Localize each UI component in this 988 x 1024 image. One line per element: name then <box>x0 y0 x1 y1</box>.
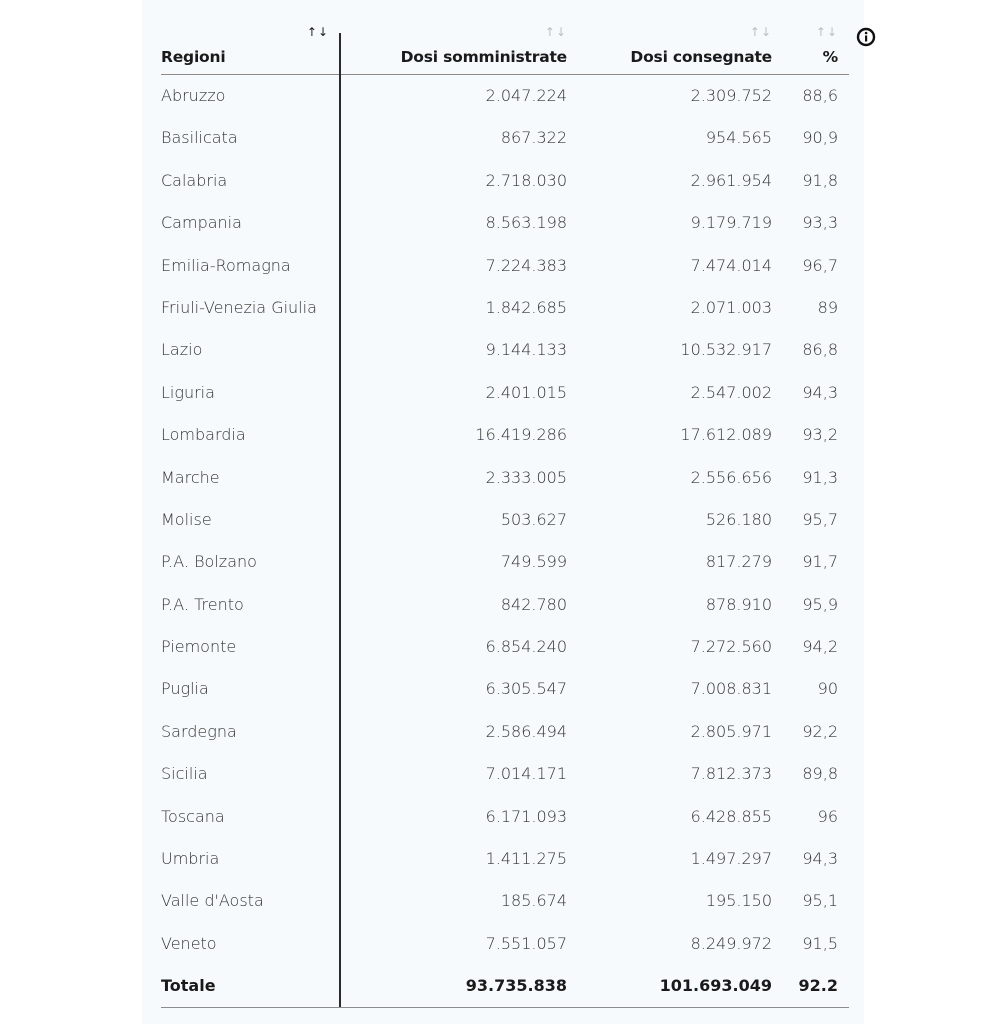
column-divider <box>339 33 341 1007</box>
cell-dosi-consegnate: 9.179.719 <box>690 213 772 233</box>
cell-dosi-somministrate: 2.047.224 <box>485 86 567 105</box>
cell-regione: Abruzzo <box>161 86 226 105</box>
cell-regione: Lombardia <box>161 425 246 445</box>
table-row <box>161 584 849 626</box>
total-label: Totale <box>161 976 216 996</box>
table-row <box>161 626 849 668</box>
table-row <box>161 796 849 838</box>
cell-regione: Valle d'Aosta <box>161 891 264 911</box>
table-row <box>161 245 849 287</box>
vaccine-doses-table <box>161 24 849 1008</box>
cell-percentuale: 91,8 <box>802 170 838 190</box>
table-row <box>161 668 849 710</box>
cell-dosi-somministrate: 1.411.275 <box>485 849 567 869</box>
cell-percentuale: 93,3 <box>802 213 838 233</box>
table-header <box>161 24 849 75</box>
table-row <box>161 838 849 880</box>
cell-regione: Sardegna <box>161 721 237 741</box>
table-row <box>161 202 849 244</box>
cell-dosi-somministrate: 2.586.494 <box>485 721 567 741</box>
table-row <box>161 711 849 753</box>
cell-dosi-somministrate: 16.419.286 <box>475 425 567 445</box>
cell-dosi-consegnate: 195.150 <box>705 891 772 911</box>
total-percentuale: 92.2 <box>798 976 838 996</box>
cell-percentuale: 96 <box>817 806 838 826</box>
total-dosi-consegnate: 101.693.049 <box>659 976 772 996</box>
cell-dosi-consegnate: 2.309.752 <box>690 86 772 105</box>
info-icon[interactable] <box>856 27 876 47</box>
cell-dosi-consegnate: 7.474.014 <box>690 255 772 275</box>
cell-dosi-somministrate: 7.224.383 <box>485 255 567 275</box>
cell-percentuale: 95,1 <box>802 891 838 911</box>
header-label: Dosi consegnate <box>630 48 772 66</box>
cell-dosi-somministrate: 6.854.240 <box>485 637 567 657</box>
table-row <box>161 117 849 159</box>
cell-percentuale: 93,2 <box>802 425 838 445</box>
cell-percentuale: 88,6 <box>802 86 838 105</box>
table-row <box>161 753 849 795</box>
cell-dosi-consegnate: 2.961.954 <box>690 170 772 190</box>
cell-dosi-consegnate: 7.812.373 <box>690 764 772 784</box>
cell-percentuale: 92,2 <box>802 721 838 741</box>
cell-regione: Liguria <box>161 382 215 402</box>
column-header-percentuale[interactable] <box>772 24 838 74</box>
table-row <box>161 160 849 202</box>
cell-dosi-somministrate: 7.551.057 <box>485 933 567 953</box>
table-body <box>161 75 849 965</box>
cell-percentuale: 96,7 <box>802 255 838 275</box>
table-row <box>161 880 849 922</box>
cell-dosi-consegnate: 954.565 <box>705 128 772 148</box>
cell-percentuale: 94,3 <box>802 382 838 402</box>
column-header-dosi-consegnate[interactable] <box>567 24 772 74</box>
cell-percentuale: 91,5 <box>802 933 838 953</box>
cell-regione: Basilicata <box>161 128 238 148</box>
sort-arrows-icon[interactable]: ↑↓ <box>815 25 838 39</box>
cell-dosi-somministrate: 6.171.093 <box>485 806 567 826</box>
header-label: Regioni <box>161 48 226 66</box>
cell-percentuale: 86,8 <box>802 340 838 360</box>
cell-percentuale: 90,9 <box>802 128 838 148</box>
cell-regione: Veneto <box>161 933 217 953</box>
cell-dosi-somministrate: 2.718.030 <box>485 170 567 190</box>
header-label: Dosi somministrate <box>400 48 567 66</box>
cell-dosi-consegnate: 6.428.855 <box>690 806 772 826</box>
cell-dosi-consegnate: 2.071.003 <box>690 297 772 317</box>
column-header-dosi-somministrate[interactable] <box>339 24 567 74</box>
cell-percentuale: 94,3 <box>802 849 838 869</box>
cell-regione: Puglia <box>161 679 209 699</box>
cell-regione: Lazio <box>161 340 203 360</box>
cell-dosi-somministrate: 6.305.547 <box>485 679 567 699</box>
cell-dosi-consegnate: 7.008.831 <box>690 679 772 699</box>
table-row <box>161 414 849 456</box>
column-header-regioni[interactable] <box>161 24 339 74</box>
sort-arrows-icon[interactable]: ↑↓ <box>749 25 772 39</box>
cell-dosi-consegnate: 8.249.972 <box>690 933 772 953</box>
cell-dosi-consegnate: 2.547.002 <box>690 382 772 402</box>
cell-dosi-somministrate: 185.674 <box>500 891 567 911</box>
cell-dosi-somministrate: 867.322 <box>500 128 567 148</box>
cell-dosi-consegnate: 10.532.917 <box>680 340 772 360</box>
cell-dosi-somministrate: 7.014.171 <box>485 764 567 784</box>
sort-arrows-icon[interactable]: ↑↓ <box>544 25 567 39</box>
cell-percentuale: 89 <box>817 297 838 317</box>
cell-percentuale: 91,3 <box>802 467 838 487</box>
table-row <box>161 541 849 583</box>
cell-dosi-consegnate: 878.910 <box>705 594 772 614</box>
table-row <box>161 287 849 329</box>
cell-regione: P.A. Bolzano <box>161 552 257 572</box>
table-row <box>161 923 849 965</box>
cell-regione: P.A. Trento <box>161 594 244 614</box>
cell-percentuale: 95,7 <box>802 509 838 529</box>
table-row <box>161 75 849 117</box>
cell-percentuale: 94,2 <box>802 637 838 657</box>
cell-percentuale: 90 <box>817 679 838 699</box>
cell-percentuale: 91,7 <box>802 552 838 572</box>
sort-arrows-icon[interactable]: ↑↓ <box>306 25 329 39</box>
cell-dosi-consegnate: 526.180 <box>705 509 772 529</box>
cell-dosi-somministrate: 842.780 <box>500 594 567 614</box>
header-label: % <box>822 48 838 66</box>
total-dosi-somministrate: 93.735.838 <box>465 976 567 996</box>
cell-regione: Calabria <box>161 170 228 190</box>
cell-percentuale: 95,9 <box>802 594 838 614</box>
cell-percentuale: 89,8 <box>802 764 838 784</box>
cell-dosi-consegnate: 17.612.089 <box>680 425 772 445</box>
cell-dosi-somministrate: 503.627 <box>500 509 567 529</box>
cell-dosi-consegnate: 7.272.560 <box>690 637 772 657</box>
cell-dosi-somministrate: 2.401.015 <box>485 382 567 402</box>
cell-regione: Piemonte <box>161 637 237 657</box>
cell-regione: Campania <box>161 213 242 233</box>
cell-dosi-somministrate: 9.144.133 <box>485 340 567 360</box>
table-total-row <box>161 965 849 1008</box>
cell-regione: Molise <box>161 509 212 529</box>
cell-regione: Umbria <box>161 849 220 869</box>
table-row <box>161 372 849 414</box>
table-row <box>161 457 849 499</box>
cell-regione: Marche <box>161 467 220 487</box>
cell-regione: Emilia-Romagna <box>161 255 291 275</box>
table-row <box>161 329 849 371</box>
cell-dosi-somministrate: 8.563.198 <box>485 213 567 233</box>
cell-regione: Toscana <box>161 806 225 826</box>
cell-dosi-consegnate: 817.279 <box>705 552 772 572</box>
cell-dosi-consegnate: 2.556.656 <box>690 467 772 487</box>
cell-dosi-somministrate: 749.599 <box>500 552 567 572</box>
table-row <box>161 499 849 541</box>
cell-dosi-consegnate: 1.497.297 <box>690 849 772 869</box>
cell-regione: Friuli-Venezia Giulia <box>161 297 317 317</box>
cell-regione: Sicilia <box>161 764 208 784</box>
cell-dosi-somministrate: 2.333.005 <box>485 467 567 487</box>
cell-dosi-consegnate: 2.805.971 <box>690 721 772 741</box>
cell-dosi-somministrate: 1.842.685 <box>485 297 567 317</box>
